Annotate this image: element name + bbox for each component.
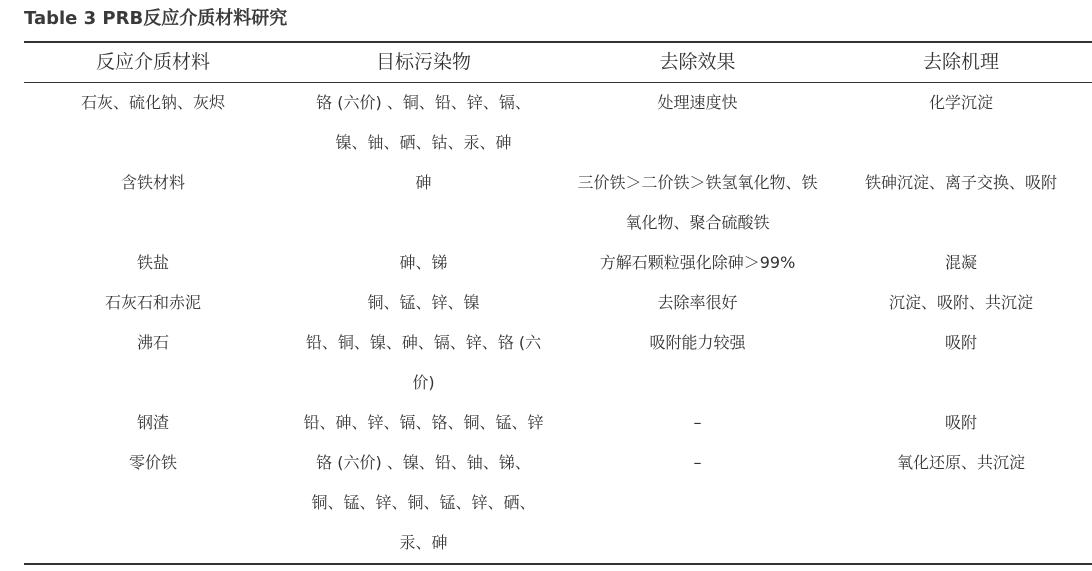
cell-line: 吸附 bbox=[944, 413, 977, 432]
cell-pollutants bbox=[282, 323, 565, 403]
cell-material bbox=[24, 283, 282, 323]
cell-pollutants bbox=[282, 443, 565, 563]
cell-effect bbox=[565, 443, 830, 483]
cell-pollutants bbox=[282, 83, 565, 163]
cell-mechanism bbox=[830, 323, 1092, 363]
table-row bbox=[24, 323, 1092, 403]
table-row bbox=[24, 83, 1092, 163]
cell-effect bbox=[565, 83, 830, 123]
cell-line: 三价铁＞二价铁＞铁氢氧化物、铁 bbox=[577, 173, 818, 192]
cell-line: 氧化还原、共沉淀 bbox=[896, 453, 1025, 472]
cell-pollutants bbox=[282, 163, 565, 203]
cell-line: 混凝 bbox=[944, 253, 977, 272]
cell-material bbox=[24, 243, 282, 283]
cell-line: 石灰石和赤泥 bbox=[104, 293, 201, 312]
cell-line: 沉淀、吸附、共沉淀 bbox=[888, 293, 1033, 312]
cell-line: 零价铁 bbox=[128, 453, 177, 472]
cell-material bbox=[24, 323, 282, 363]
cell-material bbox=[24, 403, 282, 443]
header-pollutants: 目标污染物 bbox=[375, 51, 471, 73]
cell-effect bbox=[565, 243, 830, 283]
cell-line: 镍、铀、硒、钴、汞、砷 bbox=[335, 133, 512, 152]
cell-pollutants bbox=[282, 403, 565, 443]
cell-line: 铜、锰、锌、铜、锰、锌、硒、 bbox=[311, 493, 536, 512]
cell-line: 处理速度快 bbox=[657, 93, 738, 112]
cell-line: 铅、砷、锌、镉、铬、铜、锰、锌 bbox=[303, 413, 544, 432]
cell-line: – bbox=[693, 453, 702, 472]
table-row bbox=[24, 443, 1092, 563]
cell-line: 铁盐 bbox=[136, 253, 169, 272]
table-body bbox=[24, 83, 1092, 563]
header-material: 反应介质材料 bbox=[95, 51, 210, 73]
cell-line: 砷、锑 bbox=[399, 253, 448, 272]
cell-line: – bbox=[693, 413, 702, 432]
cell-material bbox=[24, 443, 282, 483]
cell-pollutants bbox=[282, 283, 565, 323]
cell-line: 汞、砷 bbox=[399, 533, 448, 552]
header-effect: 去除效果 bbox=[659, 51, 736, 73]
cell-effect bbox=[565, 283, 830, 323]
cell-line: 石灰、硫化钠、灰烬 bbox=[80, 93, 225, 112]
cell-mechanism bbox=[830, 83, 1092, 123]
cell-line: 铁砷沉淀、离子交换、吸附 bbox=[864, 173, 1057, 192]
cell-effect bbox=[565, 163, 830, 243]
cell-mechanism bbox=[830, 283, 1092, 323]
table-row bbox=[24, 283, 1092, 323]
cell-mechanism bbox=[830, 443, 1092, 483]
cell-line: 钢渣 bbox=[136, 413, 169, 432]
cell-line: 砷 bbox=[415, 173, 432, 192]
table-row bbox=[24, 243, 1092, 283]
cell-line: 氧化物、聚合硫酸铁 bbox=[625, 213, 770, 232]
table-row bbox=[24, 163, 1092, 243]
cell-line: 含铁材料 bbox=[120, 173, 185, 192]
cell-line: 吸附能力较强 bbox=[649, 333, 746, 352]
table-bottom-rule bbox=[24, 563, 1092, 565]
table-caption: Table 3 PRB反应介质材料研究 bbox=[24, 8, 288, 29]
table-row bbox=[24, 403, 1092, 443]
cell-line: 去除率很好 bbox=[657, 293, 738, 312]
cell-line: 方解石颗粒强化除砷＞99% bbox=[599, 253, 796, 272]
cell-material bbox=[24, 83, 282, 123]
cell-effect bbox=[565, 323, 830, 363]
cell-pollutants bbox=[282, 243, 565, 283]
cell-line: 吸附 bbox=[944, 333, 977, 352]
table-header-row bbox=[24, 43, 1092, 82]
cell-mechanism bbox=[830, 243, 1092, 283]
cell-line: 铬 (六价) 、镍、铅、铀、锑、 bbox=[316, 453, 531, 472]
header-mechanism: 去除机理 bbox=[922, 51, 999, 73]
cell-line: 化学沉淀 bbox=[928, 93, 993, 112]
cell-line: 铅、铜、镍、砷、镉、锌、铬 (六 bbox=[305, 333, 542, 352]
cell-mechanism bbox=[830, 163, 1092, 203]
cell-mechanism bbox=[830, 403, 1092, 443]
cell-line: 铬 (六价) 、铜、铅、锌、镉、 bbox=[316, 93, 531, 112]
cell-material bbox=[24, 163, 282, 203]
cell-effect bbox=[565, 403, 830, 443]
cell-line: 铜、锰、锌、镍 bbox=[367, 293, 480, 312]
cell-line: 价) bbox=[412, 373, 435, 392]
cell-line: 沸石 bbox=[136, 333, 169, 352]
